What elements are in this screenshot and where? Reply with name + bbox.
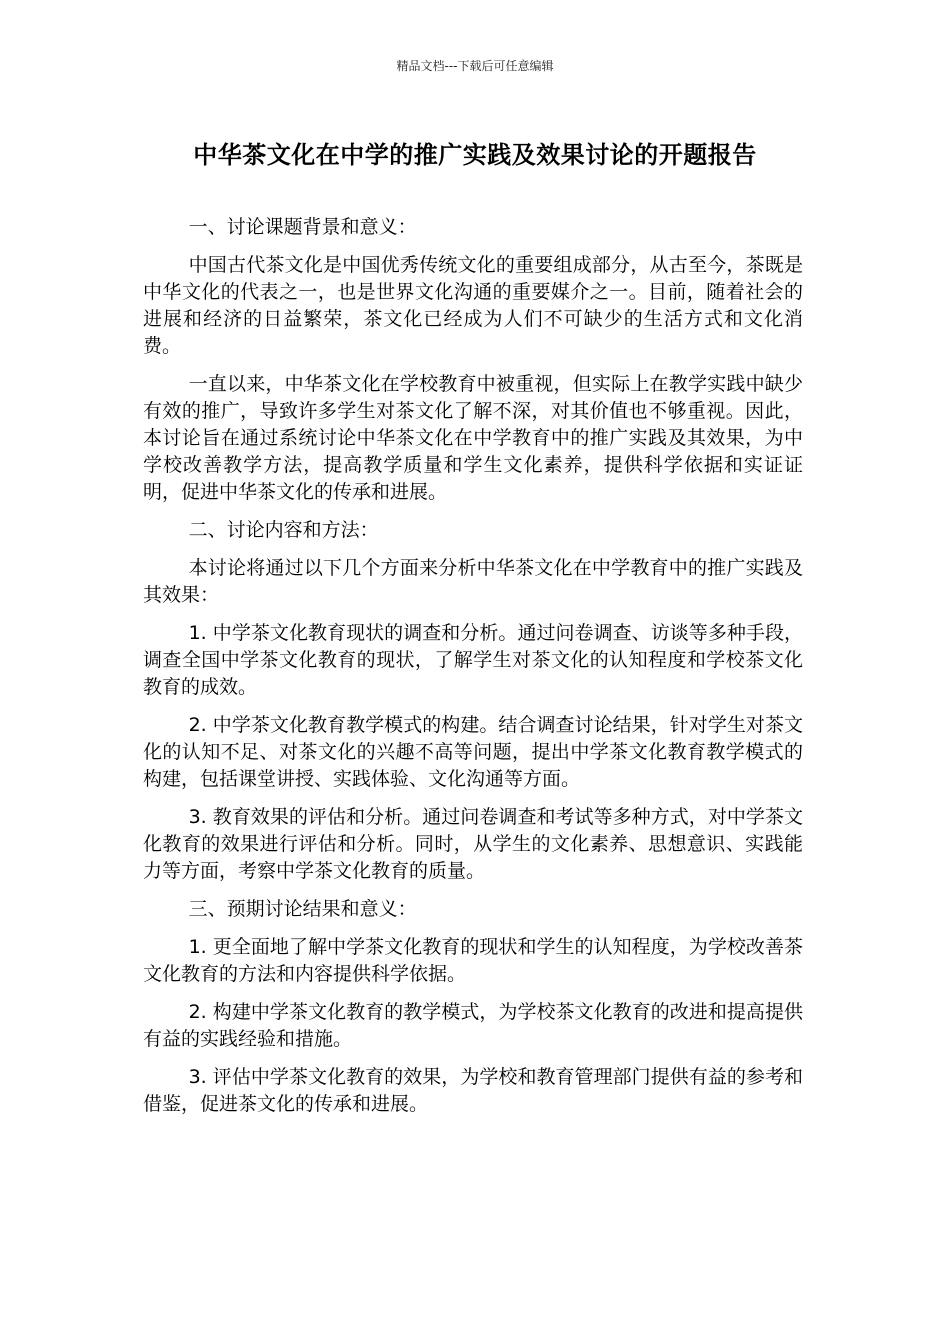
paragraph-content-intro: 本讨论将通过以下几个方面来分析中华茶文化在中学教育中的推广实践及其效果： (143, 557, 803, 606)
list-item-content-2: 2. 中学茶文化教育教学模式的构建。结合调查讨论结果，针对学生对茶文化的认知不足、对茶文化的兴趣不高等问题，提出中学茶文化教育教学模式的构建，包括课堂讲授、实践体验、文化沟通等方面。 (143, 714, 803, 790)
section-heading-content-method: 二、讨论内容和方法： (188, 519, 379, 541)
section-heading-expected-results: 三、预期讨论结果和意义： (188, 898, 417, 920)
paragraph-background-1: 中国古代茶文化是中国优秀传统文化的重要组成部分，从古至今，茶既是中华文化的代表之一，也是世界文化沟通的重要媒介之一。目前，随着社会的进展和经济的日益繁荣，茶文化已经成为人们不可缺少的生活方式和文化消费。 (143, 254, 803, 357)
list-item-result-1: 1. 更全面地了解中学茶文化教育的现状和学生的认知程度，为学校改善茶文化教育的方法和内容提供科学依据。 (143, 936, 803, 985)
document-body (143, 214, 803, 1129)
document-title: 中华茶文化在中学的推广实践及效果讨论的开题报告 (193, 141, 757, 169)
list-item-content-1: 1. 中学茶文化教育现状的调查和分析。通过问卷调查、访谈等多种手段，调查全国中学茶文化教育的现状，了解学生对茶文化的认知程度和学校茶文化教育的成效。 (143, 622, 803, 698)
list-item-result-2: 2. 构建中学茶文化教育的教学模式，为学校茶文化教育的改进和提高提供有益的实践经验和措施。 (143, 1001, 803, 1050)
page-header-watermark: 精品文档---下载后可任意编辑 (396, 59, 554, 73)
section-heading-background: 一、讨论课题背景和意义： (188, 216, 417, 238)
list-item-result-3: 3. 评估中学茶文化教育的效果，为学校和教育管理部门提供有益的参考和借鉴，促进茶文化的传承和进展。 (143, 1066, 803, 1115)
paragraph-background-2: 一直以来，中华茶文化在学校教育中被重视，但实际上在教学实践中缺少有效的推广，导致许多学生对茶文化了解不深，对其价值也不够重视。因此，本讨论旨在通过系统讨论中华茶文化在中学教育中的推广实践及其效果，为中学校改善教学方法，提高教学质量和学生文化素养，提供科学依据和实证证明，促进中华茶文化的传承和进展。 (143, 373, 803, 503)
list-item-content-3: 3. 教育效果的评估和分析。通过问卷调查和考试等多种方式，对中学茶文化教育的效果进行评估和分析。同时，从学生的文化素养、思想意识、实践能力等方面，考察中学茶文化教育的质量。 (143, 806, 803, 882)
